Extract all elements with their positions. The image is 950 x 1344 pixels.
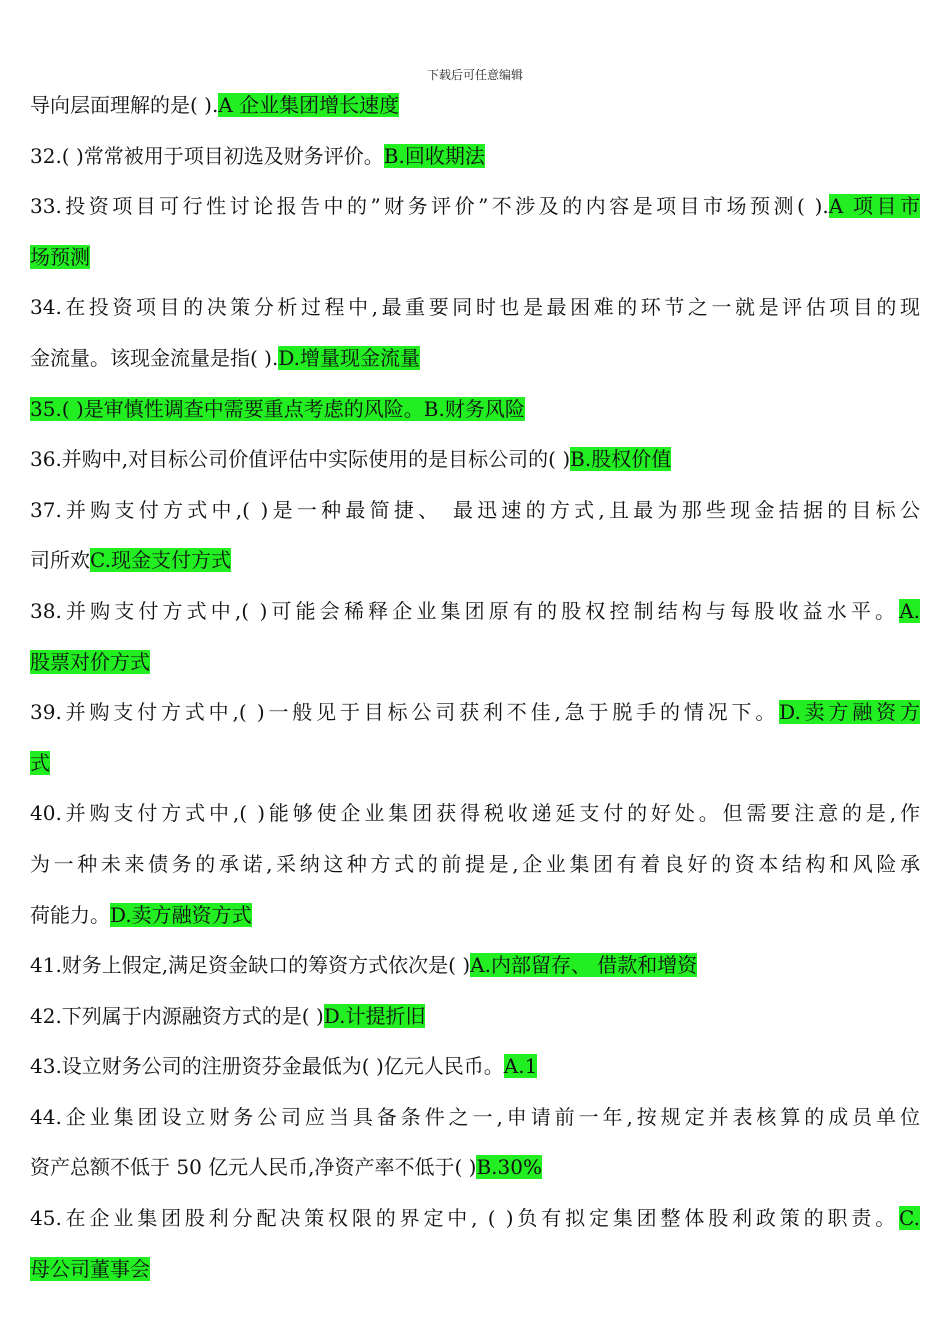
question-text: 为一种未来债务的承诺,采纳这种方式的前提是,企业集团有着良好的资本结构和风险承: [30, 851, 920, 876]
question-text: 32.( )常常被用于项目初选及财务评价。: [30, 143, 384, 168]
question-text: 44.企业集团设立财务公司应当具备条件之一,申请前一年,按规定并表核算的成员单位: [30, 1104, 920, 1129]
text-line: [30, 282, 920, 333]
question-text: 司所欢: [30, 548, 90, 573]
text-line: [30, 738, 920, 789]
text-line: [30, 1142, 920, 1193]
text-line: [30, 232, 920, 283]
text-line: [30, 485, 920, 536]
text-line: [30, 1193, 920, 1244]
answer-highlight: C.现金支付方式: [90, 548, 231, 573]
question-text: 资产总额不低于 50 亿元人民币,净资产率不低于( ): [30, 1155, 477, 1180]
question-text: 45.在企业集团股利分配决策权限的界定中, ( )负有拟定集团整体股利政策的职责。: [30, 1206, 900, 1231]
answer-highlight: B.回收期法: [383, 143, 485, 168]
header-note: 下载后可任意编辑: [426, 68, 523, 82]
answer-highlight: 式: [30, 750, 50, 775]
answer-highlight: D.计提折旧: [323, 1003, 426, 1028]
answer-highlight: D.卖方融资方: [779, 700, 921, 725]
answer-highlight: 股票对价方式: [30, 649, 150, 674]
answer-highlight: A.: [899, 598, 920, 623]
question-text: 37.并购支付方式中,( )是一种最简捷、 最迅速的方式,且最为那些现金拮据的目标公: [30, 497, 920, 522]
question-text: 34.在投资项目的决策分析过程中,最重要同时也是最困难的环节之一就是评估项目的现: [30, 295, 920, 320]
text-line: [30, 1092, 920, 1143]
answer-highlight: D.卖方融资方式: [110, 902, 252, 927]
question-text: 42.下列属于内源融资方式的是( ): [30, 1003, 324, 1028]
answer-highlight: D.增量现金流量: [278, 345, 421, 370]
question-text: 41.财务上假定,满足资金缺口的筹资方式依次是( ): [30, 953, 471, 978]
answer-highlight: B.30%: [476, 1155, 542, 1180]
question-text: 导向层面理解的是( ).: [30, 93, 219, 117]
text-line: [30, 535, 920, 586]
text-line: [30, 940, 920, 991]
question-text: 33.投资项目可行性讨论报告中的”财务评价”不涉及的内容是项目市场预测( ).: [30, 194, 829, 219]
document-body: [30, 80, 920, 1294]
answer-highlight: A 企业集团增长速度: [218, 93, 400, 117]
question-text: 39.并购支付方式中,( )一般见于目标公司获利不佳,急于脱手的情况下。: [30, 700, 780, 725]
answer-highlight: A 项目市: [828, 194, 920, 219]
answer-highlight: A.内部留存、 借款和增资: [470, 953, 698, 978]
text-line: [30, 1041, 920, 1092]
text-line: [30, 181, 920, 232]
text-line: [30, 586, 920, 637]
text-line: [30, 637, 920, 688]
text-line: [30, 131, 920, 182]
text-line: [30, 434, 920, 485]
text-line: [30, 333, 920, 384]
question-text: 36.并购中,对目标公司价值评估中实际使用的是目标公司的( ): [30, 447, 571, 472]
question-text: 金流量。该现金流量是指( ).: [30, 345, 279, 370]
answer-highlight: 母公司董事会: [30, 1256, 150, 1281]
answer-highlight: 场预测: [30, 244, 90, 269]
text-line: [30, 788, 920, 839]
answer-highlight: 35.( )是审慎性调查中需要重点考虑的风险。B.财务风险: [30, 396, 525, 421]
question-text: 40.并购支付方式中,( )能够使企业集团获得税收递延支付的好处。但需要注意的是,作: [30, 801, 920, 826]
answer-highlight: C.: [899, 1206, 920, 1231]
question-text: 荷能力。: [30, 902, 110, 927]
answer-highlight: A.1: [503, 1054, 538, 1079]
text-line: [30, 687, 920, 738]
question-text: 43.设立财务公司的注册资芬金最低为( )亿元人民币。: [30, 1054, 504, 1079]
text-line: [30, 890, 920, 941]
question-text: 38.并购支付方式中,( )可能会稀释企业集团原有的股权控制结构与每股收益水平。: [30, 598, 900, 623]
text-line: [30, 839, 920, 890]
text-line: [30, 1244, 920, 1295]
text-line: [30, 80, 920, 131]
text-line: [30, 384, 920, 435]
text-line: [30, 991, 920, 1042]
answer-highlight: B.股权价值: [570, 447, 672, 472]
